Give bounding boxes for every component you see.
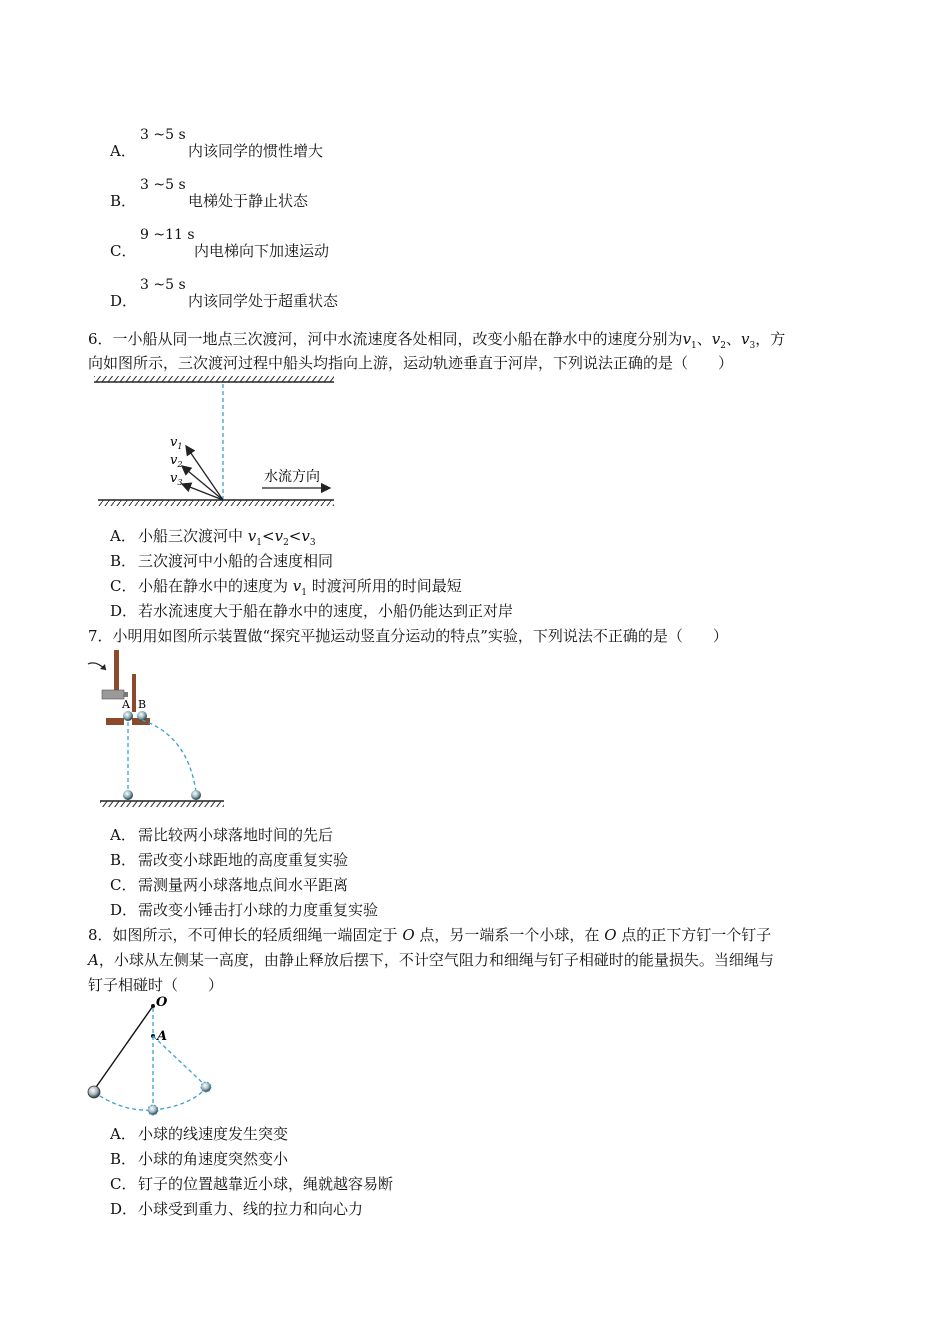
q8-option-d: D．小球受到重力、线的拉力和向心力: [110, 1200, 364, 1218]
q5-option-a-letter: A．: [110, 142, 136, 160]
q6-label-v3: $v_3$: [170, 471, 183, 487]
q6-bottom-bank-hatch: [98, 500, 334, 506]
q8-label-a: A: [157, 1029, 168, 1044]
q6-river-figure: [90, 374, 350, 514]
q7-bracket-left: [106, 718, 124, 725]
q7-ball-b-landed: [191, 790, 201, 800]
q8-ball-right: [201, 1082, 211, 1092]
q7-projectile-path: [142, 720, 196, 792]
q8-arc-right: [153, 1088, 206, 1110]
q7-stem: 7．小明用如图所示装置做“探究平抛运动竖直分运动的特点”实验，下列说法不正确的是（ ）: [88, 627, 728, 645]
q8-pendulum-figure: [84, 996, 224, 1120]
q5-option-d-interval: 3 ~5 s: [140, 277, 186, 293]
q6-label-v1: $v_1$: [170, 435, 183, 451]
q8-label-o: O: [156, 996, 168, 1010]
q8-ball-start: [88, 1086, 100, 1098]
q8-short-rope: [153, 1036, 206, 1086]
q7-hammer-head: [102, 690, 124, 699]
q7-hammer-handle: [114, 650, 119, 694]
q7-label-a: A: [122, 698, 130, 711]
q7-option-a: A． 需比较两小球落地时间的先后: [110, 826, 334, 844]
q6-stem-line1: 6．一小船从同一地点三次渡河，河中水流速度各处相同，改变小船在静水中的速度分别为$v_1$、$v_2$、$v_3$，方: [88, 330, 786, 351]
q7-ball-a: [123, 711, 133, 721]
q7-post: [132, 674, 136, 712]
q6-arrow-v1: [186, 446, 223, 500]
q7-ball-a-landed: [123, 790, 133, 800]
q8-stem-line3: 钉子相碰时（ ）: [88, 976, 224, 994]
q8-stem-line2: A，小球从左侧某一高度，由静止释放后摆下，不计空气阻力和细绳与钉子相碰时的能量损失。当细绳与: [88, 951, 774, 969]
q5-option-c-text: 内电梯向下加速运动: [194, 242, 330, 260]
q6-top-bank-hatch: [94, 376, 334, 382]
q6-number: 6．: [88, 330, 113, 348]
q5-option-b-interval: 3 ~5 s: [140, 177, 186, 193]
q6-label-v2: $v_2$: [170, 453, 183, 469]
q7-option-b: B． 需改变小球距地的高度重复实验: [110, 851, 349, 869]
q5-option-d-text: 内该同学处于超重状态: [188, 292, 339, 310]
q6-option-c: C． 小船在静水中的速度为 $v_1$ 时渡河所用的时间最短: [110, 577, 462, 598]
q6-current-label: 水流方向: [264, 469, 320, 485]
q7-apparatus-figure: [84, 648, 234, 810]
q7-option-d: D．需改变小锤击打小球的力度重复实验: [110, 901, 379, 919]
q8-arc-left: [94, 1092, 153, 1110]
q5-option-b-letter: B．: [110, 192, 137, 210]
q8-ball-bottom: [148, 1105, 158, 1115]
q7-ball-b: [137, 711, 147, 721]
q5-option-b-text: 电梯处于静止状态: [188, 192, 309, 210]
q7-label-b: B: [138, 698, 147, 711]
q5-option-a-interval: 3 ~5 s: [140, 127, 186, 143]
q7-option-c: C． 需测量两小球落地点间水平距离: [110, 876, 349, 894]
q6-option-b: B． 三次渡河中小船的合速度相同: [110, 552, 334, 570]
q5-option-c-interval: 9 ~11 s: [140, 227, 195, 243]
q8-stem-line1: 8．如图所示，不可伸长的轻质细绳一端固定于 O 点，另一端系一个小球，在 O 点的正下方钉一个钉子: [88, 926, 772, 944]
q5-option-a-text: 内该同学的惯性增大: [188, 142, 324, 160]
q6-option-d: D．若水流速度大于船在静水中的速度，小船仍能达到正对岸: [110, 602, 514, 620]
q8-rope: [94, 1006, 153, 1090]
q8-option-b: B． 小球的角速度突然变小: [110, 1150, 289, 1168]
q5-option-c-letter: C．: [110, 242, 137, 260]
q8-option-a: A． 小球的线速度发生突变: [110, 1125, 289, 1143]
q5-option-d-letter: D．: [110, 292, 138, 310]
q6-stem-line2: 向如图所示，三次渡河过程中船头均指向上游，运动轨迹垂直于河岸，下列说法正确的是（ ）: [88, 354, 734, 372]
q6-option-a: A． 小船三次渡河中 $v_1<v_2<v_3$: [110, 527, 316, 548]
q8-option-c: C． 钉子的位置越靠近小球，绳就越容易断: [110, 1175, 394, 1193]
